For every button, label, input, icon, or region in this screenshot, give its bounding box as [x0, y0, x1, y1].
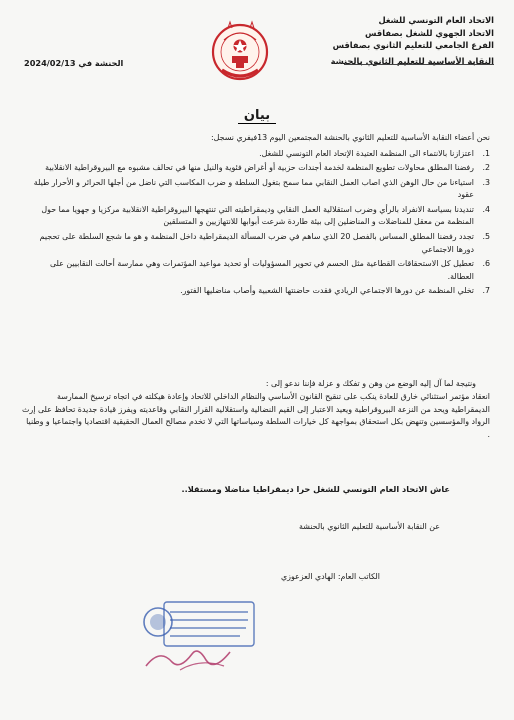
list-item-number: 7. — [482, 285, 490, 295]
list-item-text: تنديدنا بسياسة الانفراد بالرأي وضرب استقلالية العمل النقابي وديمقراطيته التي تنتهجها البيروقراطية الانقلابية مركزيا و جهويا مما حول المنظمة من معقل للمناضلات و المناضلين إلى بيئة طاردة شرعت أبوابها للانتهازيين و المتسلقين — [41, 204, 474, 227]
closing-slogan: عاش الاتحاد العام التونسي للشغل حرا ديمقراطيا مناضلا ومستقلا.. — [181, 484, 450, 494]
signatory-line: الكاتب العام: الهادي العزعوزي — [280, 572, 380, 581]
list-item — [22, 258, 490, 284]
list-item — [22, 285, 490, 298]
official-stamp — [140, 596, 258, 676]
title-text: بيان — [238, 108, 276, 124]
conclusion-body: انعقاد مؤتمر استثنائي خارق للعادة ينكب على تنقيح القانون الأساسي والنظام الداخلي للاتحاد وإعادة هيكلته في اتجاه ترسيخ الممارسة الديمقراطية ويحد من النزعة البيروقراطية ويعيد الاعتبار إلى القيم النضالية واستقلالية القرار النقابي وقاعديته ويفرز قيادة جديدة تحافظ على إرث الرواد والمؤسسين وتنهض بكل استحقاق بمواجهة كل خيارات السلطة وسياساتها التي لا تخدم مصالح العمال الحقيقية اقتصاديا واجتماعيا و وطنيا . — [22, 391, 490, 440]
list-item-number: 3. — [482, 177, 490, 187]
letterhead-line-1: الاتحاد العام التونسي للشغل — [378, 15, 494, 25]
list-item — [22, 204, 490, 230]
list-item-number: 5. — [482, 231, 490, 241]
list-item-text: استياءنا من حال الوهن الذي اصاب العمل النقابي مما سمح بتغول السلطة و ضرب المكاسب التي ناضل من أجلها الحرائر و الأحرار طيلة عقود — [33, 177, 474, 200]
list-item-text: تجدد رفضنا المطلق المساس بالفصل 20 الذي ساهم في ضرب المسألة الديمقراطية داخل المنظمة و هو ما شجع السلطة على تحجيم دورها الاجتماعي — [39, 231, 474, 254]
list-item — [22, 231, 490, 257]
list-item-text: رفضنا المطلق محاولات تطويع المنظمة لخدمة أجندات حزبية أو أغراض فئوية والنيل منها في تحالف مشبوه مع البيروقراطية الانقلابية — [45, 163, 474, 173]
list-item-number: 1. — [482, 149, 490, 158]
list-item-text: تعطيل كل الاستحقاقات القطاعية مثل الحسم في تحوير المسؤوليات أو تحديد مواعيد المؤتمرات وهي ممارسة أحالت النقابيين على العطالة. — [49, 258, 474, 281]
union-logo — [208, 18, 272, 86]
conclusion — [22, 378, 490, 442]
list-item-text: تخلي المنظمة عن دورها الاجتماعي الريادي فقدت حاضنتها الشعبية وأصاب مناضليها الفتور. — [180, 285, 474, 295]
list-item-text: اعتزازنا بالانتماء الى المنظمة العتيدة الإتحاد العام التونسي للشغل. — [259, 149, 474, 158]
points-list — [22, 148, 490, 299]
conclusion-lead: ونتيجة لما آل إليه الوضع من وهن و تفكك و عزلة فإننا ندعو إلى : — [265, 379, 476, 388]
letterhead-line-3: الفرع الجامعي للتعليم الثانوي بصفاقس — [332, 40, 494, 50]
letterhead-line-2: الاتحاد الجهوي للشغل بصفاقس — [365, 27, 494, 38]
list-item-number: 2. — [482, 163, 490, 173]
intro-paragraph: نحن أعضاء النقابة الأساسية للتعليم الثانوي بالحنشة المجتمعين اليوم 13فيفري نسجل: — [210, 133, 490, 142]
list-item — [22, 148, 490, 161]
list-item — [22, 177, 490, 203]
letterhead-line-4: النقابة الأساسية للتعليم الثانوي بالحنشة — [330, 55, 494, 66]
document-title — [0, 108, 514, 123]
issuer-line: عن النقابة الأساسية للتعليم الثانوي بالحنشة — [298, 522, 440, 531]
list-item-number: 6. — [482, 258, 490, 268]
list-item-number: 4. — [482, 204, 490, 214]
letterhead-divider — [344, 64, 494, 65]
document-date: الحنشة في 2024/02/13 — [24, 58, 124, 68]
letterhead — [331, 14, 494, 67]
list-item — [22, 162, 490, 175]
